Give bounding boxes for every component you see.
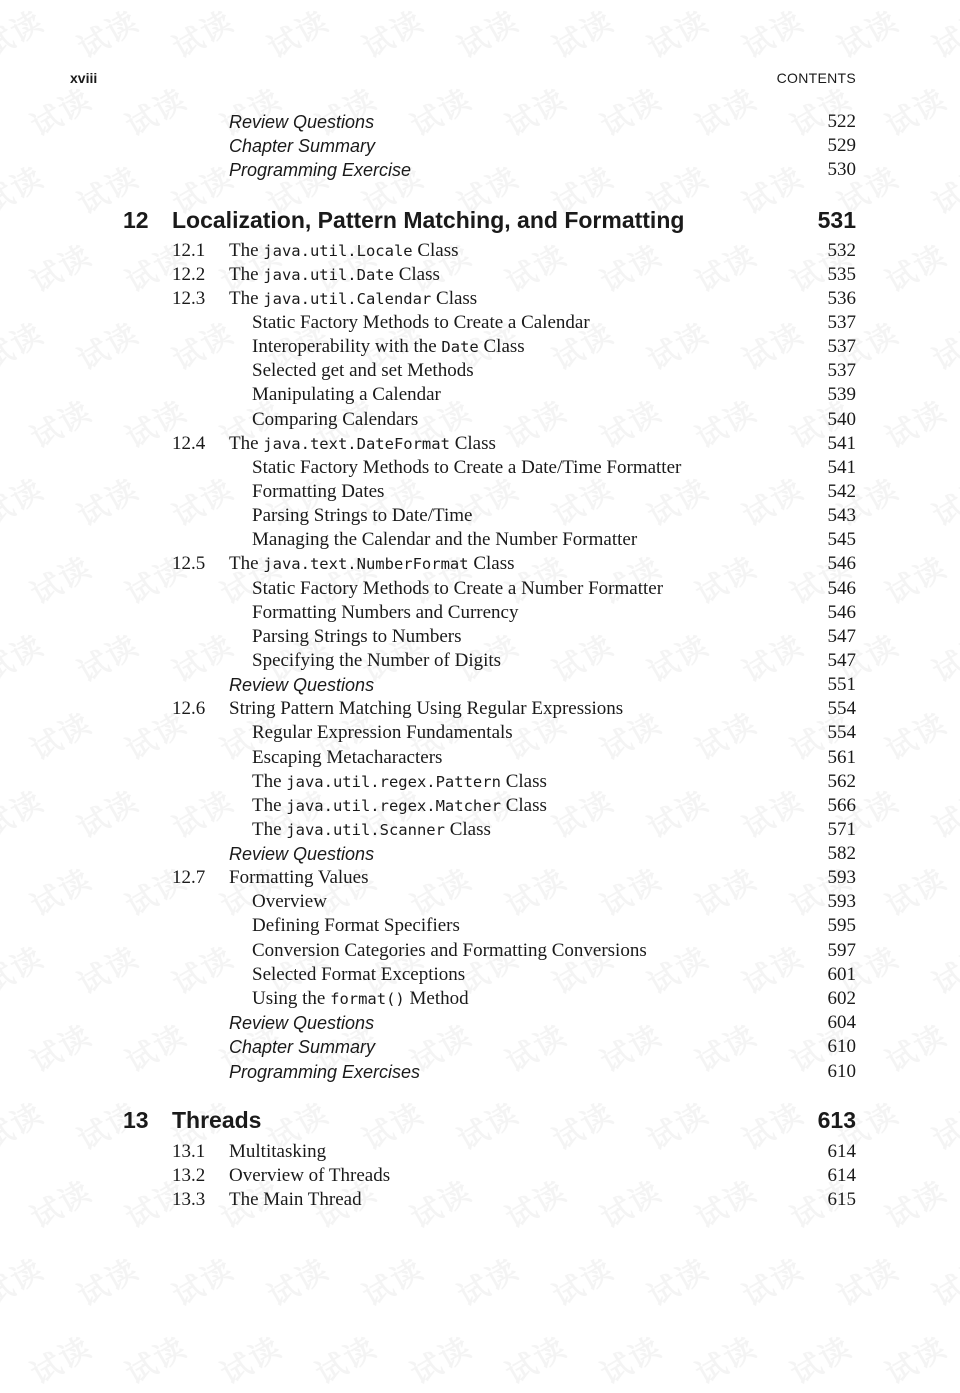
- title-text: Class: [412, 240, 459, 261]
- page-ref: 537: [827, 336, 856, 357]
- entry-title: Static Factory Methods to Create a Number Formatter: [252, 578, 664, 599]
- page-ref: 593: [827, 891, 856, 912]
- watermark: [0, 0, 51, 67]
- page-ref: 542: [827, 481, 856, 502]
- entry-title: Parsing Strings to Numbers: [252, 626, 462, 647]
- page-ref: 610: [827, 1061, 856, 1082]
- subsection-entry: [0, 480, 960, 504]
- page-ref: 532: [827, 240, 856, 261]
- section-entry: [0, 287, 960, 311]
- running-title: CONTENTS: [776, 70, 856, 86]
- page-ref: 535: [827, 264, 856, 285]
- entry-number: 12.1: [172, 240, 206, 261]
- subsection-entry: [0, 746, 960, 770]
- section-entry: [0, 552, 960, 576]
- entry-title: Regular Expression Fundamentals: [252, 722, 513, 743]
- page-ref: 571: [827, 819, 856, 840]
- entry-title: Review Questions: [229, 844, 375, 864]
- section-entry: [0, 1164, 960, 1188]
- entry-title: [229, 552, 515, 576]
- code-identifier: java.util.Date: [263, 266, 394, 284]
- page-ref: 530: [827, 159, 856, 180]
- page-ref: 561: [827, 747, 856, 768]
- entry-title: Comparing Calendars: [252, 409, 419, 430]
- watermark: [781, 1323, 858, 1393]
- page-ref: 551: [827, 674, 856, 695]
- title-text: The: [252, 819, 287, 840]
- entry-title: [252, 987, 469, 1011]
- entry-number: 12: [123, 207, 149, 233]
- page-ref: 541: [827, 433, 856, 454]
- chapter-entry: [0, 205, 960, 235]
- page-ref: 562: [827, 771, 856, 792]
- entry-title: The Main Thread: [229, 1189, 362, 1210]
- title-text: Class: [444, 819, 491, 840]
- entry-title: Formatting Numbers and Currency: [252, 602, 519, 623]
- entry-title: Formatting Dates: [252, 481, 385, 502]
- page-ref: 602: [827, 988, 856, 1009]
- watermark: [21, 1323, 98, 1393]
- entry-title: Managing the Calendar and the Number Formatter: [252, 529, 638, 550]
- entry-title: Chapter Summary: [229, 1037, 376, 1057]
- entry-title: [229, 239, 459, 263]
- title-text: The: [252, 771, 287, 792]
- subsection-entry: [0, 311, 960, 335]
- watermark: [591, 1323, 668, 1393]
- entry-title: Localization, Pattern Matching, and Formatting: [172, 207, 685, 233]
- subsection-entry: [0, 528, 960, 552]
- watermark: [733, 0, 810, 67]
- page-ref: 595: [827, 915, 856, 936]
- subsection-entry: [0, 721, 960, 745]
- entry-number: 12.6: [172, 698, 206, 719]
- subsection-entry: [0, 649, 960, 673]
- watermark: [116, 1323, 193, 1393]
- page-ref: 604: [827, 1012, 856, 1033]
- watermark: [496, 1323, 573, 1393]
- entry-title: Programming Exercise: [229, 160, 412, 180]
- subsection-entry: [0, 625, 960, 649]
- code-identifier: format(): [330, 990, 405, 1008]
- code-identifier: java.util.regex.Matcher: [286, 797, 501, 815]
- title-text: Class: [468, 553, 515, 574]
- title-text: Method: [404, 988, 469, 1009]
- watermark: [163, 1245, 240, 1315]
- watermark: [638, 1245, 715, 1315]
- entry-title: Static Factory Methods to Create a Date/Time Formatter: [252, 457, 682, 478]
- entry-title: [252, 770, 547, 794]
- entry-title: [229, 432, 496, 456]
- watermark: [448, 0, 525, 67]
- chapter-entry: [0, 1105, 960, 1135]
- page-ref: 541: [827, 457, 856, 478]
- end-matter-entry: [0, 673, 960, 697]
- title-text: The: [252, 795, 287, 816]
- page-ref: 546: [827, 553, 856, 574]
- page-ref: 554: [827, 698, 856, 719]
- section-entry: [0, 866, 960, 890]
- page-ref: 537: [827, 360, 856, 381]
- section-entry: [0, 1188, 960, 1212]
- watermark: [211, 1323, 288, 1393]
- end-matter-entry: [0, 842, 960, 866]
- page-ref: 597: [827, 940, 856, 961]
- page-ref: 537: [827, 312, 856, 333]
- subsection-entry: [0, 914, 960, 938]
- code-identifier: java.util.regex.Pattern: [286, 773, 501, 791]
- page-ref: 613: [817, 1107, 856, 1133]
- watermark: [68, 1245, 145, 1315]
- watermark: [923, 1245, 960, 1315]
- watermark: [733, 1245, 810, 1315]
- entry-title: Review Questions: [229, 1013, 375, 1033]
- title-text: Interoperability with the: [252, 336, 442, 357]
- end-matter-entry: [0, 1035, 960, 1059]
- subsection-entry: [0, 359, 960, 383]
- page-ref: 614: [827, 1165, 856, 1186]
- page-ref: 582: [827, 843, 856, 864]
- entry-title: Manipulating a Calendar: [252, 384, 441, 405]
- section-entry: [0, 239, 960, 263]
- entry-number: 13.2: [172, 1165, 206, 1186]
- entry-title: Selected Format Exceptions: [252, 964, 466, 985]
- page-ref: 539: [827, 384, 856, 405]
- entry-title: Defining Format Specifiers: [252, 915, 460, 936]
- entry-number: 13.3: [172, 1189, 206, 1210]
- title-text: The: [229, 433, 264, 454]
- end-matter-entry: [0, 134, 960, 158]
- entry-number: 12.5: [172, 553, 206, 574]
- subsection-entry: [0, 939, 960, 963]
- subsection-entry: [0, 383, 960, 407]
- section-entry: [0, 432, 960, 456]
- entry-title: Review Questions: [229, 675, 375, 695]
- title-text: Class: [393, 264, 440, 285]
- page-ref: 522: [827, 111, 856, 132]
- subsection-entry: [0, 601, 960, 625]
- watermark: [638, 0, 715, 67]
- subsection-entry: [0, 890, 960, 914]
- watermark: [68, 0, 145, 67]
- entry-title: Threads: [172, 1107, 262, 1133]
- page-ref: 614: [827, 1141, 856, 1162]
- watermark: [876, 1323, 953, 1393]
- watermark: [258, 0, 335, 67]
- page-ref: 547: [827, 650, 856, 671]
- entry-title: Review Questions: [229, 112, 375, 132]
- section-entry: [0, 1140, 960, 1164]
- page-ref: 547: [827, 626, 856, 647]
- page-ref: 531: [817, 207, 856, 233]
- page-number: xviii: [70, 70, 98, 86]
- code-identifier: java.util.Locale: [263, 242, 413, 260]
- subsection-entry: [0, 818, 960, 842]
- title-text: The: [229, 553, 264, 574]
- entry-number: 13: [123, 1107, 149, 1133]
- subsection-entry: [0, 456, 960, 480]
- end-matter-entry: [0, 158, 960, 182]
- section-entry: [0, 263, 960, 287]
- entry-title: Programming Exercises: [229, 1062, 421, 1082]
- title-text: Class: [500, 795, 547, 816]
- watermark: [686, 1323, 763, 1393]
- subsection-entry: [0, 408, 960, 432]
- title-text: Class: [431, 288, 478, 309]
- title-text: Using the: [252, 988, 331, 1009]
- section-entry: [0, 697, 960, 721]
- entry-number: 13.1: [172, 1141, 206, 1162]
- watermark: [448, 1245, 525, 1315]
- page-ref: 536: [827, 288, 856, 309]
- code-identifier: java.text.NumberFormat: [263, 555, 469, 573]
- page-ref: 610: [827, 1036, 856, 1057]
- entry-title: Formatting Values: [229, 867, 369, 888]
- page-ref: 546: [827, 578, 856, 599]
- entry-title: String Pattern Matching Using Regular Expressions: [229, 698, 624, 719]
- entry-title: Overview: [252, 891, 327, 912]
- entry-title: [252, 335, 525, 359]
- page-ref: 554: [827, 722, 856, 743]
- title-text: The: [229, 264, 264, 285]
- code-identifier: java.util.Scanner: [286, 821, 445, 839]
- watermark: [353, 1245, 430, 1315]
- subsection-entry: [0, 963, 960, 987]
- page-ref: 593: [827, 867, 856, 888]
- entry-title: [252, 818, 491, 842]
- code-identifier: java.text.DateFormat: [263, 435, 450, 453]
- watermark: [828, 0, 905, 67]
- subsection-entry: [0, 504, 960, 528]
- page-ref: 529: [827, 135, 856, 156]
- end-matter-entry: [0, 1011, 960, 1035]
- watermark: [0, 1245, 51, 1315]
- entry-title: Parsing Strings to Date/Time: [252, 505, 473, 526]
- watermark: [828, 1245, 905, 1315]
- page-ref: 543: [827, 505, 856, 526]
- entry-title: [229, 287, 477, 311]
- watermark: [258, 1245, 335, 1315]
- subsection-entry: [0, 577, 960, 601]
- entry-number: 12.4: [172, 433, 206, 454]
- page-ref: 566: [827, 795, 856, 816]
- watermark: [163, 0, 240, 67]
- entry-number: 12.2: [172, 264, 206, 285]
- page-ref: 546: [827, 602, 856, 623]
- entry-title: Specifying the Number of Digits: [252, 650, 502, 671]
- code-identifier: Date: [441, 338, 479, 356]
- watermark: [353, 0, 430, 67]
- watermark: [543, 1245, 620, 1315]
- entry-title: [252, 794, 547, 818]
- subsection-entry: [0, 335, 960, 359]
- end-matter-entry: [0, 110, 960, 134]
- code-identifier: java.util.Calendar: [263, 290, 432, 308]
- entry-title: [229, 263, 440, 287]
- entry-number: 12.7: [172, 867, 206, 888]
- watermark: [401, 1323, 478, 1393]
- entry-title: Multitasking: [229, 1141, 327, 1162]
- page-ref: 615: [827, 1189, 856, 1210]
- entry-title: Chapter Summary: [229, 136, 376, 156]
- entry-title: Static Factory Methods to Create a Calendar: [252, 312, 590, 333]
- watermark: [923, 0, 960, 67]
- entry-title: Conversion Categories and Formatting Conversions: [252, 940, 647, 961]
- watermark: [306, 1323, 383, 1393]
- watermark: [543, 0, 620, 67]
- title-text: Class: [449, 433, 496, 454]
- title-text: The: [229, 288, 264, 309]
- end-matter-entry: [0, 1060, 960, 1084]
- subsection-entry: [0, 987, 960, 1011]
- subsection-entry: [0, 770, 960, 794]
- entry-title: Selected get and set Methods: [252, 360, 474, 381]
- title-text: The: [229, 240, 264, 261]
- title-text: Class: [478, 336, 525, 357]
- entry-number: 12.3: [172, 288, 206, 309]
- page-ref: 540: [827, 409, 856, 430]
- page-ref: 545: [827, 529, 856, 550]
- page-ref: 601: [827, 964, 856, 985]
- entry-title: Escaping Metacharacters: [252, 747, 443, 768]
- title-text: Class: [500, 771, 547, 792]
- entry-title: Overview of Threads: [229, 1165, 391, 1186]
- subsection-entry: [0, 794, 960, 818]
